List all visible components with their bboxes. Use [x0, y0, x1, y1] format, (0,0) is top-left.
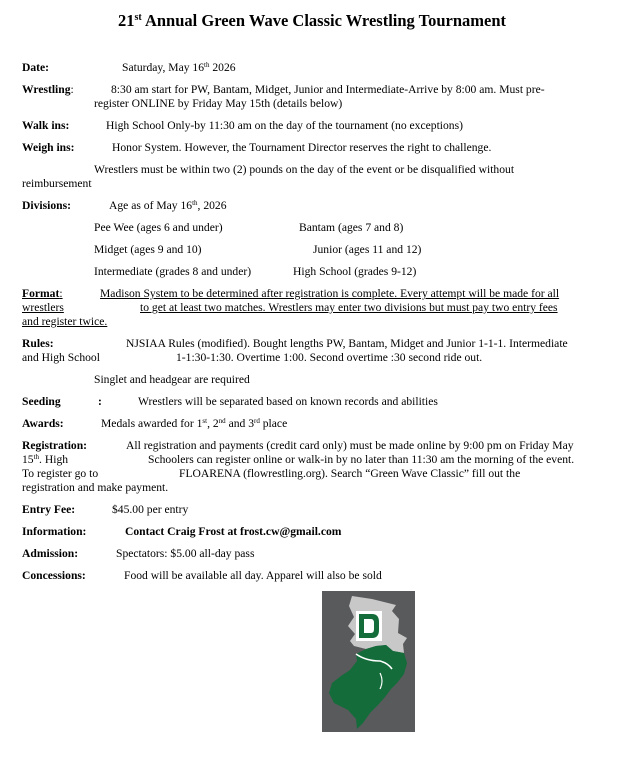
- weighins-line2: Wrestlers must be within two (2) pounds on the day of the event or be disqualified without: [94, 163, 515, 176]
- date-label: Date:: [22, 61, 50, 74]
- registration-line2a: 15th. High: [22, 453, 69, 466]
- format-line2b: to get at least two matches. Wrestlers may enter two divisions but must pay two entry fees: [140, 301, 558, 314]
- rules-label: Rules:: [22, 337, 54, 350]
- information-text: Contact Craig Frost at frost.cw@gmail.com: [125, 525, 342, 538]
- format-line1: Madison System to be determined after registration is complete. Every attempt will be made for all: [100, 287, 560, 300]
- admission-text: Spectators: $5.00 all-day pass: [116, 547, 255, 560]
- walkins-label: Walk ins:: [22, 119, 70, 132]
- registration-label: Registration:: [22, 439, 88, 452]
- division-item: Intermediate (grades 8 and under): [94, 265, 252, 278]
- weighins-line3: reimbursement: [22, 177, 92, 190]
- division-item: High School (grades 9-12): [293, 265, 417, 278]
- awards-text: Medals awarded for 1st, 2nd and 3rd place: [101, 417, 288, 430]
- wrestling-label: Wrestling:: [22, 83, 74, 96]
- concessions-label: Concessions:: [22, 569, 86, 582]
- rules-line2a: and High School: [22, 351, 100, 364]
- rules-line2b: 1-1:30-1:30. Overtime 1:00. Second overtime :30 second ride out.: [176, 351, 483, 364]
- information-label: Information:: [22, 525, 87, 538]
- format-label: Format:: [22, 287, 63, 300]
- date-value: Saturday, May 16th 2026: [122, 61, 236, 74]
- registration-line3b: FLOARENA (flowrestling.org). Search “Green Wave Classic” fill out the: [179, 467, 521, 480]
- division-item: Junior (ages 11 and 12): [313, 243, 422, 256]
- rules-line1: NJSIAA Rules (modified). Bought lengths PW, Bantam, Midget and Junior 1-1-1. Intermediate: [126, 337, 568, 350]
- format-line3: and register twice.: [22, 315, 108, 328]
- registration-line1: All registration and payments (credit card only) must be made online by 9:00 pm on Friday May: [126, 439, 574, 452]
- page-title: 21st Annual Green Wave Classic Wrestling Tournament: [118, 11, 507, 30]
- awards-label: Awards:: [22, 417, 64, 430]
- registration-line2c: Schoolers can register online or walk-in by no later than 11:30 am the morning of the event.: [148, 453, 575, 466]
- admission-label: Admission:: [22, 547, 79, 560]
- wrestling-line2: register ONLINE by Friday May 15th (details below): [94, 97, 343, 110]
- division-item: Pee Wee (ages 6 and under): [94, 221, 223, 234]
- divisions-age-note: Age as of May 16th, 2026: [109, 199, 227, 212]
- entryfee-label: Entry Fee:: [22, 503, 76, 516]
- divisions-label: Divisions:: [22, 199, 71, 212]
- format-line2a: wrestlers: [22, 301, 64, 314]
- weighins-label: Weigh ins:: [22, 141, 75, 154]
- seeding-label: Seeding: [22, 395, 61, 408]
- division-item: Midget (ages 9 and 10): [94, 243, 202, 256]
- registration-line3a: To register go to: [22, 467, 99, 480]
- new-jersey-map-logo-icon: [322, 591, 415, 732]
- entryfee-text: $45.00 per entry: [112, 503, 189, 516]
- seeding-colon: :: [98, 395, 102, 408]
- seeding-text: Wrestlers will be separated based on known records and abilities: [138, 395, 438, 408]
- division-item: Bantam (ages 7 and 8): [299, 221, 404, 234]
- walkins-text: High School Only-by 11:30 am on the day of the tournament (no exceptions): [106, 119, 463, 132]
- weighins-text: Honor System. However, the Tournament Director reserves the right to challenge.: [112, 141, 492, 154]
- registration-line4: registration and make payment.: [22, 481, 169, 494]
- wrestling-line1: 8:30 am start for PW, Bantam, Midget, Junior and Intermediate-Arrive by 8:00 am. Must pre-: [111, 83, 545, 96]
- rules-line3: Singlet and headgear are required: [94, 373, 250, 386]
- concessions-text: Food will be available all day. Apparel will also be sold: [124, 569, 382, 582]
